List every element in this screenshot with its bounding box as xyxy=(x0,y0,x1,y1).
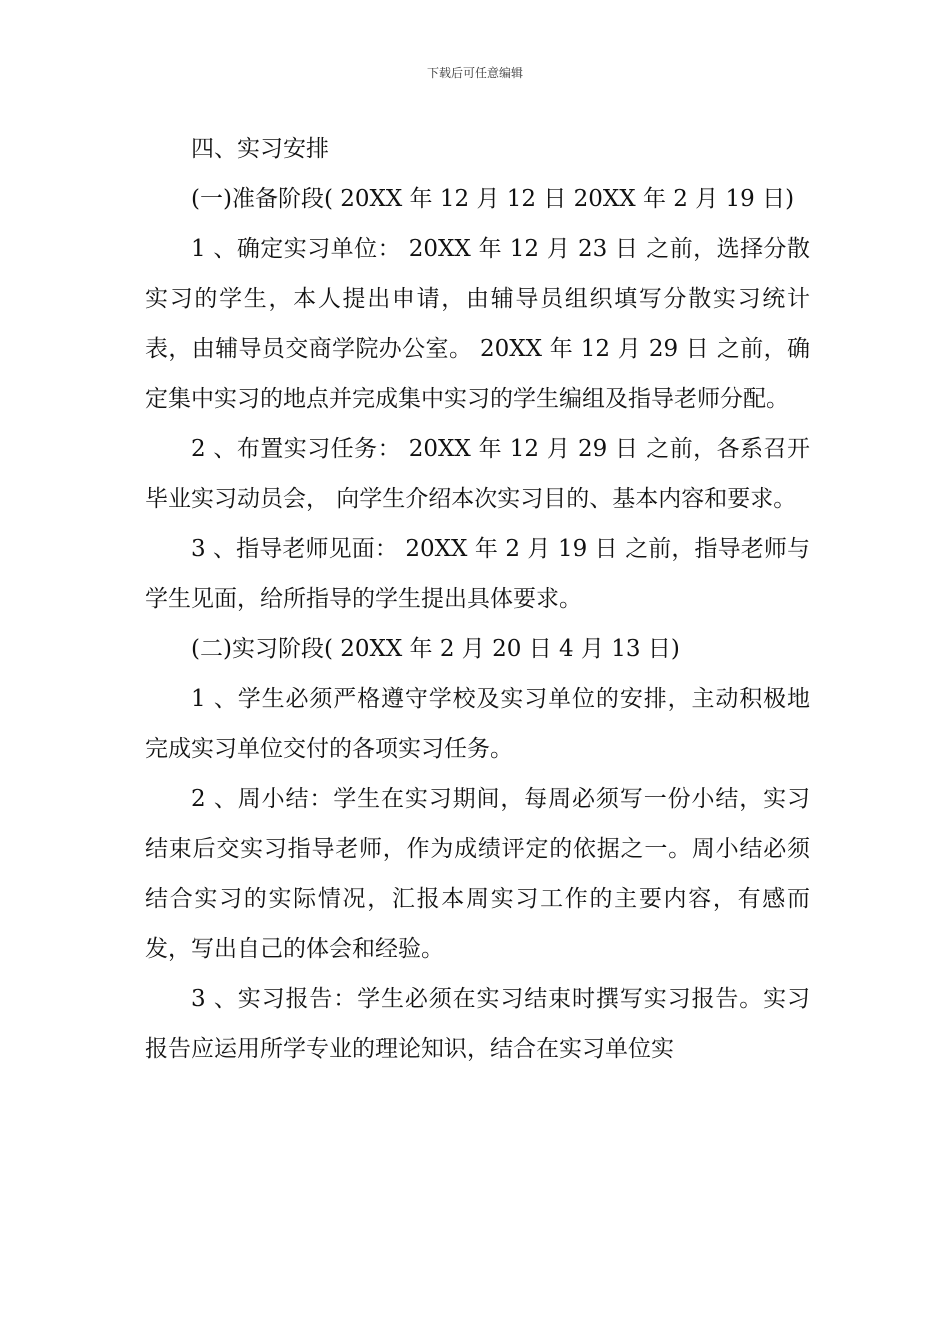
document-body xyxy=(145,124,810,1074)
paragraph-internship-report: 3 、实习报告：学生必须在实习结束时撰写实习报告。实习报告应运用所学专业的理论知识，结合在实习单位实 xyxy=(145,986,810,1062)
section-heading: 四、实习安排 xyxy=(191,136,329,162)
paragraph-meet-advisor: 3 、指导老师见面： 20XX 年 2 月 19 日 之前，指导老师与学生见面，给所指导的学生提出具体要求。 xyxy=(145,536,810,612)
paragraph-weekly-summary: 2 、周小结：学生在实习期间，每周必须写一份小结，实习结束后交实习指导老师，作为成绩评定的依据之一。周小结必须结合实习的实际情况，汇报本周实习工作的主要内容，有感而发，写出自己的体会和经验。 xyxy=(145,786,810,962)
subsection-heading-internship: (二)实习阶段( 20XX 年 2 月 20 日 4 月 13 日) xyxy=(191,636,680,662)
paragraph-assign-tasks: 2 、布置实习任务： 20XX 年 12 月 29 日 之前，各系召开毕业实习动员会， 向学生介绍本次实习目的、基本内容和要求。 xyxy=(145,436,810,512)
paragraph-determine-unit: 1 、确定实习单位： 20XX 年 12 月 23 日 之前，选择分散实习的学生，本人提出申请，由辅导员组织填写分散实习统计表，由辅导员交商学院办公室。 20XX 年 12 月 29 日 之前，确定集中实习的地点并完成集中实习的学生编组及指导老师分配。 xyxy=(145,236,810,412)
paragraph-follow-rules: 1 、学生必须严格遵守学校及实习单位的安排，主动积极地完成实习单位交付的各项实习任务。 xyxy=(145,686,810,762)
subsection-heading-preparation: (一)准备阶段( 20XX 年 12 月 12 日 20XX 年 2 月 19 日) xyxy=(191,186,795,212)
header-note: 下载后可任意编辑 xyxy=(426,66,523,80)
